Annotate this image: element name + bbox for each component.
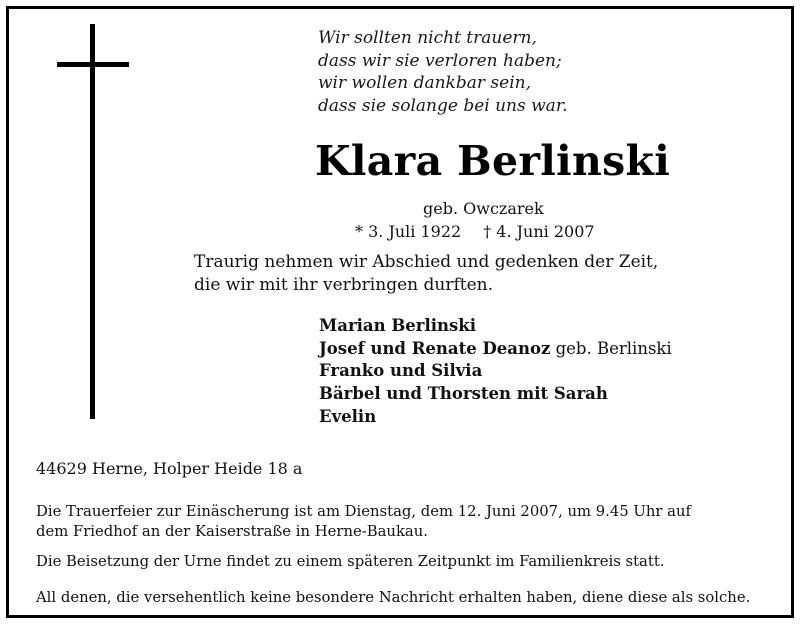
ceremony-line: Die Trauerfeier zur Einäscherung ist am Dienstag, dem 12. Juni 2007, um 9.45 Uhr auf (36, 503, 692, 520)
farewell-text (194, 251, 658, 297)
mourner-name: Franko und Silvia (319, 361, 483, 381)
farewell-line: Traurig nehmen wir Abschied und gedenken der Zeit, (194, 252, 659, 272)
burial-notice: Die Beisetzung der Urne findet zu einem späteren Zeitpunkt im Familienkreis statt. (36, 553, 665, 570)
death-date: † 4. Juni 2007 (483, 222, 595, 241)
mourner-entry (319, 338, 672, 361)
mourner-entry (319, 383, 672, 406)
birth-name: geb. Owczarek (423, 199, 544, 218)
ceremony-line: dem Friedhof an der Kaiserstraße in Herne-Baukau. (36, 523, 428, 540)
mourners-list (319, 315, 672, 429)
life-dates (355, 222, 595, 242)
mourner-name: Josef und Renate Deanoz (319, 338, 551, 358)
poem-line: dass sie solange bei uns war. (318, 95, 568, 116)
family-address: 44629 Herne, Holper Heide 18 a (36, 459, 303, 478)
mourner-suffix: geb. Berlinski (550, 338, 672, 358)
deceased-name: Klara Berlinski (315, 137, 671, 185)
poem-line: dass wir sie verloren haben; (318, 50, 562, 71)
poem-line: wir wollen dankbar sein, (318, 73, 531, 93)
obituary-notice (6, 6, 794, 618)
memorial-poem (318, 27, 618, 117)
thanks-notice: All denen, die versehentlich keine besondere Nachricht erhalten haben, diene diese als solche. (36, 589, 751, 606)
farewell-line: die wir mit ihr verbringen durften. (194, 275, 493, 295)
cross-horizontal-bar (57, 62, 129, 67)
mourner-entry (319, 315, 672, 338)
poem-line: Wir sollten nicht trauern, (318, 28, 537, 48)
birth-date: * 3. Juli 1922 (355, 222, 462, 241)
mourner-entry (319, 406, 672, 429)
cross-vertical-bar (90, 24, 95, 419)
mourner-name: Evelin (319, 406, 377, 426)
mourner-entry (319, 360, 672, 383)
ceremony-notice (36, 502, 691, 542)
mourner-name: Marian Berlinski (319, 316, 477, 335)
mourner-name: Bärbel und Thorsten mit Sarah (319, 384, 608, 404)
